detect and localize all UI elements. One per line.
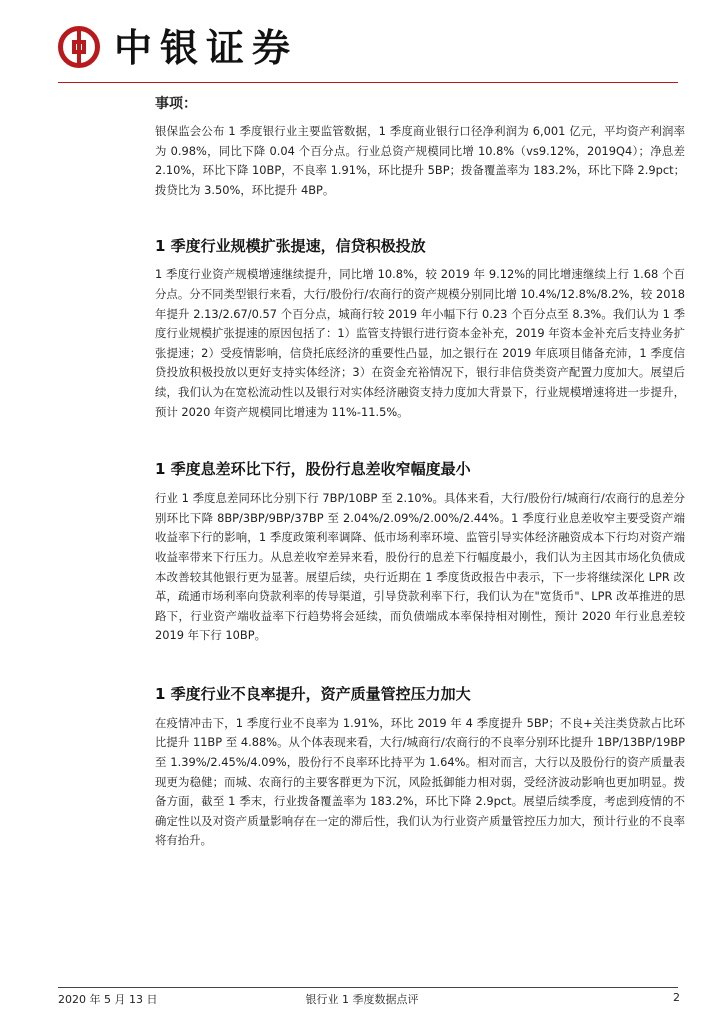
section-2-title: 1 季度息差环比下行，股份行息差收窄幅度最小: [155, 460, 471, 479]
event-paragraph: 银保监会公布 1 季度银行业主要监管数据，1 季度商业银行口径净利润为 6,001 亿元，平均资产利润率为 0.98%，同比下降 0.04 个百分点。行业总资产规模同比增 10.8%（vs9.12%，2019Q4）；净息差 2.10%，环比下降 10BP，不良率 1.91%，环比提升 5BP；拨备覆盖率为 183.2%，环比下降 2.9pct；拨贷比为 3.50%，环比提升 4BP。: [155, 124, 685, 197]
page-number: 2: [673, 991, 680, 1004]
section-3-title: 1 季度行业不良率提升，资产质量管控压力加大: [155, 684, 471, 703]
footer-doc-title: 银行业 1 季度数据点评: [305, 993, 419, 1006]
footer-divider: [58, 987, 678, 988]
section-1-paragraph: 1 季度行业资产规模增速继续提升，同比增 10.8%，较 2019 年 9.12%的同比增速继续上行 1.68 个百分点。分不同类型银行来看，大行/股份行/农商行的资产规模分别同比增 10.4%/12.8%/8.2%，较 2018 年提升 2.13/2.67/0.57 个百分点，城商行较 2019 年小幅下行 0.23 个百分点至 8.3%。我们认为 1 季度行业规模扩张提速的原因包括了：1）监管支持银行进行资本金补充，2019 年资本金补充后支持业务扩张提速；2）受疫情影响，信贷托底经济的重要性凸显，加之银行在 2019 年底项目储备充沛，1 季度信贷投放积极投放以更好支持实体经济；3）在资金充裕情况下，银行非信贷类资产配置力度加大。展望后续，我们认为在宽松流动性以及银行对实体经济融资支持力度加大背景下，行业规模增速将进一步提升，预计 2020 年资产规模同比增速为 11%-11.5%。: [155, 267, 685, 419]
event-heading: 事项：: [155, 96, 197, 112]
footer-date: 2020 年 5 月 13 日: [58, 993, 158, 1006]
section-3-paragraph: 在疫情冲击下，1 季度行业不良率为 1.91%，环比 2019 年 4 季度提升 5BP；不良+关注类贷款占比环比提升 11BP 至 4.88%。从个体表现来看，大行/城商行/农商行的不良率分别环比提升 1BP/13BP/19BP 至 1.39%/2.45%/4.09%，股份行不良率环比持平为 1.64%。相对而言，大行以及股份行的资产质量表现更为稳健；而城、农商行的主要客群更为下沉，风险抵御能力相对弱，受经济波动影响也更加明显。拨备方面，截至 1 季末，行业拨备覆盖率为 183.2%，环比下降 2.9pct。展望后续季度，考虑到疫情的不确定性以及对资产质量影响存在一定的滞后性，我们认为行业资产质量管控压力加大，预计行业的不良率将有抬升。: [155, 715, 685, 848]
header-divider: [58, 82, 678, 83]
bank-of-china-logo-icon: [58, 26, 100, 68]
report-body: [155, 93, 685, 851]
brand-name: 中银证券: [114, 25, 299, 70]
section-1-title: 1 季度行业规模扩张提速，信贷积极投放: [155, 237, 426, 256]
header: [58, 20, 678, 80]
section-2-paragraph: 行业 1 季度息差同环比分别下行 7BP/10BP 至 2.10%。具体来看，大行/股份行/城商行/农商行的息差分别环比下降 8BP/3BP/9BP/37BP 至 2.04%/2.09%/2.00%/2.44%。1 季度行业息差收窄主要受资产端收益率下行的影响，1 季度政策利率调降、低市场利率环境、监管引导实体经济融资成本下行均对资产端收益率带来下行压力。从息差收窄差异来看，股份行的息差下行幅度最小，我们认为主因其市场化负债成本改善较其他银行更为显著。展望后续，央行近期在 1 季度货政报告中表示，下一步将继续深化 LPR 改革，疏通市场利率向贷款利率的传导渠道，引导贷款利率下行，我们认为在"宽货币"、LPR 改革推进的思路下，行业资产端收益率下行趋势将会延续，而负债端成本率保持相对刚性，预计 2020 年行业息差较 2019 年下行 10BP。: [155, 491, 685, 643]
